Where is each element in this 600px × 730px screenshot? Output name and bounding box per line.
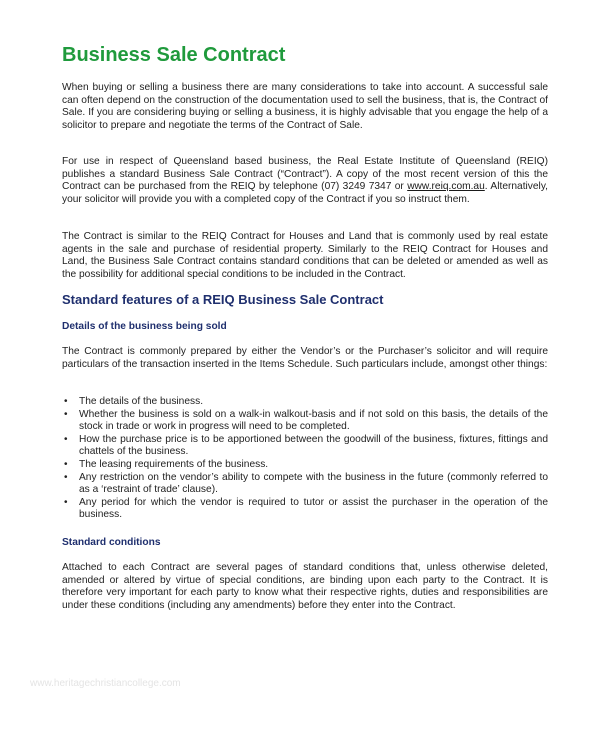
list-item-text: How the purchase price is to be apportioned between the goodwill of the business, fixtures, fittings and chattels of the business.	[79, 433, 548, 458]
section-heading: Standard features of a REIQ Business Sale Contract	[62, 292, 384, 307]
bullet-icon: •	[64, 408, 68, 420]
details-heading: Details of the business being sold	[62, 321, 227, 332]
similar-paragraph: The Contract is similar to the REIQ Contract for Houses and Land that is commonly used by real estate agents in the sale and purchase of residential property. Similarly to the REIQ Contract for Houses and Land, the Business Sale Contract contains standard conditions that can be deleted or amended as well as the possibility for additional special conditions to be included in the Contract.	[62, 231, 548, 280]
list-item-text: Whether the business is sold on a walk-in walkout-basis and if not sold on this basis, the details of the stock in trade or work in progress will need to be completed.	[79, 408, 548, 433]
list-item	[62, 472, 548, 497]
intro-paragraph: When buying or selling a business there are many considerations to take into account. A successful sale can often depend on the construction of the documentation used to sell the business, that is, the Contract of Sale. If you are considering buying or selling a business, it is highly advisable that you engage the help of a solicitor to prepare and negotiate the terms of the Contract of Sale.	[62, 82, 548, 131]
reiq-website-link[interactable]: www.reiq.com.au	[407, 181, 485, 193]
conditions-heading: Standard conditions	[62, 537, 161, 548]
watermark: www.heritagechristiancollege.com	[30, 678, 181, 689]
list-item-text: The leasing requirements of the business.	[79, 458, 269, 470]
list-item-text: Any period for which the vendor is required to tutor or assist the purchaser in the operation of the business.	[79, 496, 548, 521]
details-paragraph: The Contract is commonly prepared by either the Vendor’s or the Purchaser’s solicitor and will require particulars of the transaction inserted in the Items Schedule. Such particulars include, amongst other things:	[62, 346, 548, 370]
list-item-text: The details of the business.	[79, 396, 204, 407]
bullet-icon: •	[64, 458, 68, 470]
bullet-icon: •	[64, 471, 68, 483]
list-item	[62, 434, 548, 459]
reiq-paragraph-text: For use in respect of Queensland based business, the Real Estate Institute of Queensland (REIQ) publishes a standard Business Sale Contract (“Contract”). A copy of the most recent version of this the Contract can be purchased from the REIQ by telephone (07) 3249 7347 or	[62, 156, 548, 193]
list-item	[62, 396, 548, 409]
list-item-text: Any restriction on the vendor’s ability to compete with the business in the future (commonly referred to as a ‘restraint of trade’ clause).	[79, 471, 548, 496]
list-item	[62, 459, 548, 472]
list-item	[62, 409, 548, 434]
conditions-paragraph: Attached to each Contract are several pages of standard conditions that, unless otherwise deleted, amended or altered by virtue of special conditions, are binding upon each party to the Contract. It is therefore very important for each party to know what their respective rights, duties and responsibilities are under these conditions (including any amendments) before they enter into the Contract.	[62, 562, 548, 611]
particulars-list	[62, 396, 548, 522]
list-item	[62, 497, 548, 522]
bullet-icon: •	[64, 433, 68, 445]
bullet-icon: •	[64, 496, 68, 508]
bullet-icon: •	[64, 396, 68, 407]
document-title: Business Sale Contract	[62, 44, 286, 66]
reiq-paragraph	[62, 156, 548, 206]
reiq-paragraph-text-end: . Alternatively, your solicitor will provide you with a completed copy of the Contract if you so instruct them.	[62, 181, 548, 205]
